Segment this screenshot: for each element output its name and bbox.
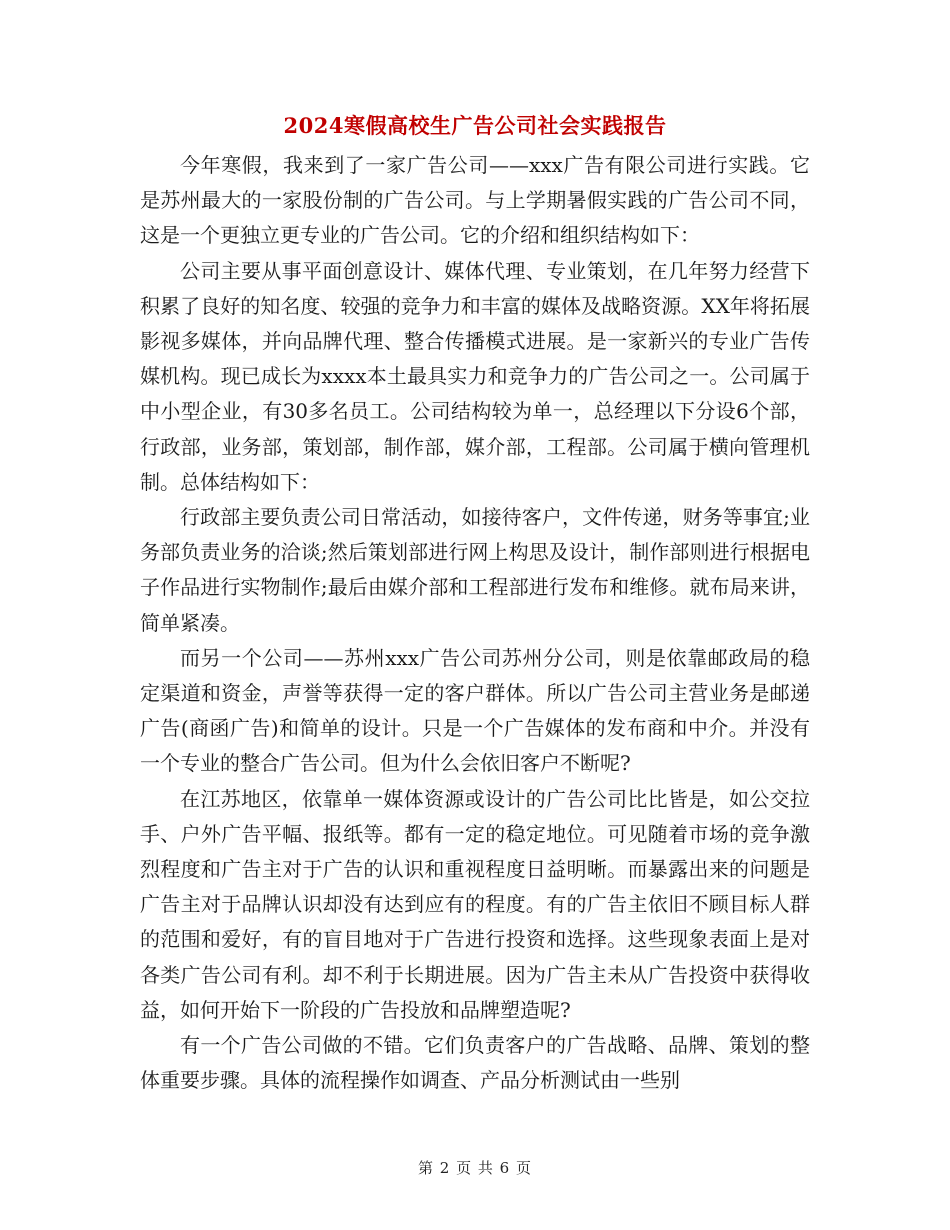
paragraph-6: 有一个广告公司做的不错。它们负责客户的广告战略、品牌、策划的整体重要步骤。具体的流程操作如调查、产品分析测试由一些别	[140, 1033, 810, 1093]
document-body	[140, 148, 810, 1098]
paragraph-4: 而另一个公司——苏州xxx广告公司苏州分公司，则是依靠邮政局的稳定渠道和资金，声誉等获得一定的客户群体。所以广告公司主营业务是邮递广告(商函广告)和简单的设计。只是一个广告媒体的发布商和中介。并没有一个专业的整合广告公司。但为什么会依旧客户不断呢?	[140, 645, 810, 776]
paragraph-2: 公司主要从事平面创意设计、媒体代理、专业策划，在几年努力经营下积累了良好的知名度、较强的竞争力和丰富的媒体及战略资源。XX年将拓展影视多媒体，并向品牌代理、整合传播模式进展。是一家新兴的专业广告传媒机构。现已成长为xxxx本土最具实力和竞争力的广告公司之一。公司属于中小型企业，有30多名员工。公司结构较为单一，总经理以下分设6个部，行政部，业务部，策划部，制作部，媒介部，工程部。公司属于横向管理机制。总体结构如下：	[140, 258, 810, 494]
paragraph-1: 今年寒假，我来到了一家广告公司——xxx广告有限公司进行实践。它是苏州最大的一家股份制的广告公司。与上学期暑假实践的广告公司不同，这是一个更独立更专业的广告公司。它的介绍和组织结构如下：	[140, 153, 810, 248]
paragraph-3: 行政部主要负责公司日常活动，如接待客户，文件传递，财务等事宜;业务部负责业务的洽谈;然后策划部进行网上构思及设计，制作部则进行根据电子作品进行实物制作;最后由媒介部和工程部进行发布和维修。就布局来讲，简单紧凑。	[140, 505, 810, 635]
page-number-footer: 第 2 页 共 6 页	[418, 1159, 532, 1177]
paragraph-5: 在江苏地区，依靠单一媒体资源或设计的广告公司比比皆是，如公交拉手、户外广告平幅、报纸等。都有一定的稳定地位。可见随着市场的竞争激烈程度和广告主对于广告的认识和重视程度日益明晰。而暴露出来的问题是广告主对于品牌认识却没有达到应有的程度。有的广告主依旧不顾目标人群的范围和爱好，有的盲目地对于广告进行投资和选择。这些现象表面上是对各类广告公司有利。却不利于长期进展。因为广告主未从广告投资中获得收益，如何开始下一阶段的广告投放和品牌塑造呢?	[140, 786, 810, 1022]
document-title: 2024寒假高校生广告公司社会实践报告	[283, 113, 667, 138]
